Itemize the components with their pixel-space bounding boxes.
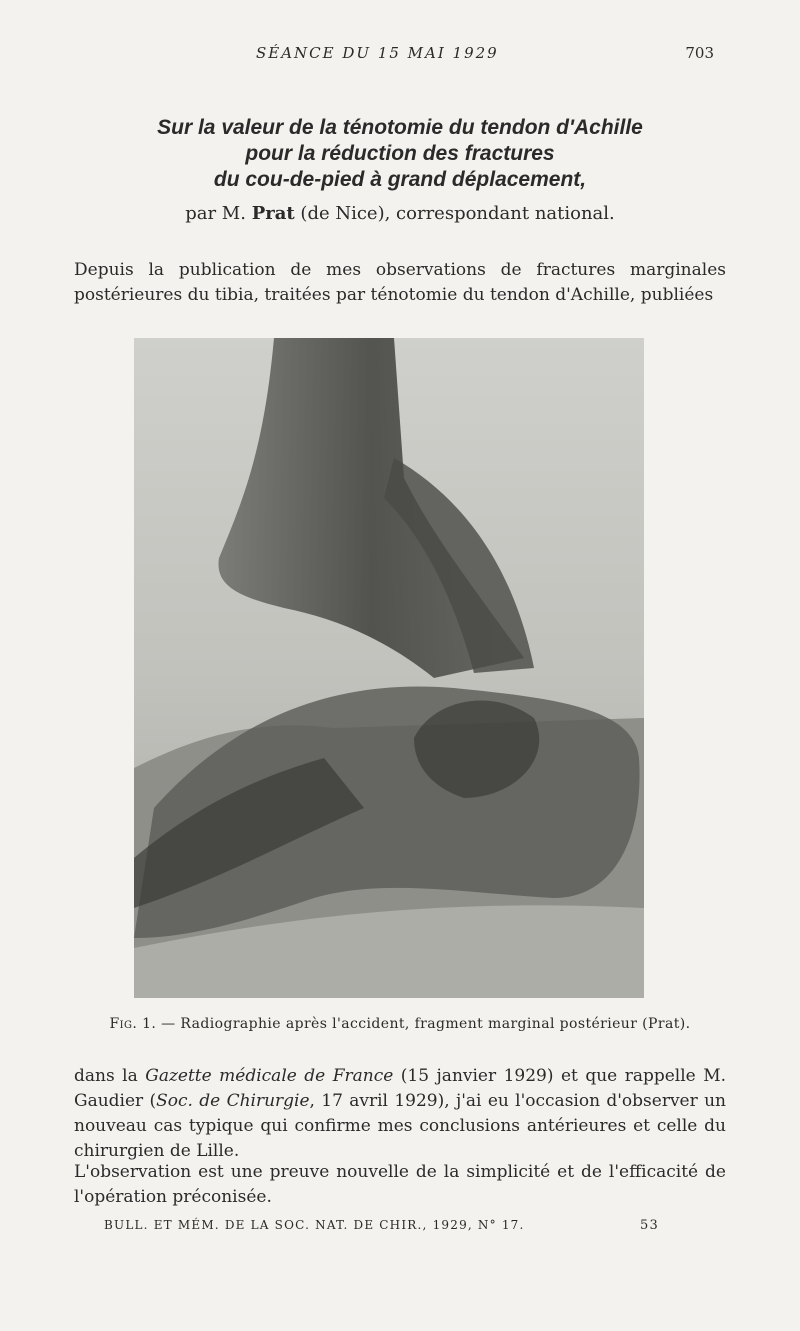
journal-title-soc: Soc. de Chirurgie	[156, 1091, 310, 1111]
paragraph-1	[74, 258, 726, 308]
figure-label: Fig. 1.	[109, 1016, 157, 1032]
page-footer	[0, 1218, 800, 1238]
radiograph-image	[134, 338, 644, 998]
paragraph-2	[74, 1064, 726, 1164]
paragraph-3-text: L'observation est une preuve nouvelle de la simplicité et de l'efficacité de l'opération préconisée.	[74, 1162, 726, 1207]
figure-caption	[0, 1016, 800, 1032]
running-head	[0, 44, 800, 66]
article-title	[0, 115, 800, 193]
paragraph-1-text: Depuis la publication de mes observations de fractures marginales postérieures du tibia, traitées par ténotomie du tendon d'Achille, publiées	[74, 260, 726, 305]
footer-citation: BULL. ET MÉM. DE LA SOC. NAT. DE CHIR., 1929, N° 17.	[104, 1218, 525, 1232]
article-title-line-1: Sur la valeur de la ténotomie du tendon d'Achille	[157, 116, 643, 139]
paragraph-2-part-c: , 17 avril 1929), j'ai eu l'occasion d'observer un nouveau cas typique qui confirme mes conclusions antérieures et celle du chirurgien de Lille.	[74, 1091, 726, 1161]
paragraph-2-text	[74, 1064, 726, 1164]
footer-signature: 53	[640, 1218, 659, 1233]
article-title-line-3: du cou-de-pied à grand déplacement,	[213, 168, 587, 191]
byline-suffix: (de Nice), correspondant national.	[300, 203, 615, 224]
byline	[0, 203, 800, 224]
article-title-line-2: pour la réduction des fractures	[245, 142, 555, 165]
paragraph-2-part-b: (15 janvier 1929) et que rappelle M. Gaudier (	[74, 1066, 727, 1111]
figure-caption-text: — Radiographie après l'accident, fragment marginal postérieur (Prat).	[161, 1016, 691, 1032]
paragraph-2-part-a: dans la	[74, 1066, 138, 1086]
journal-title-gazette: Gazette médicale de France	[145, 1066, 394, 1086]
page-number: 703	[685, 44, 714, 62]
paragraph-3	[74, 1160, 726, 1210]
running-title: SÉANCE DU 15 MAI 1929	[256, 44, 499, 62]
byline-author: Prat	[251, 203, 295, 224]
radiograph-figure	[134, 338, 644, 998]
byline-prefix: par M.	[185, 203, 246, 224]
